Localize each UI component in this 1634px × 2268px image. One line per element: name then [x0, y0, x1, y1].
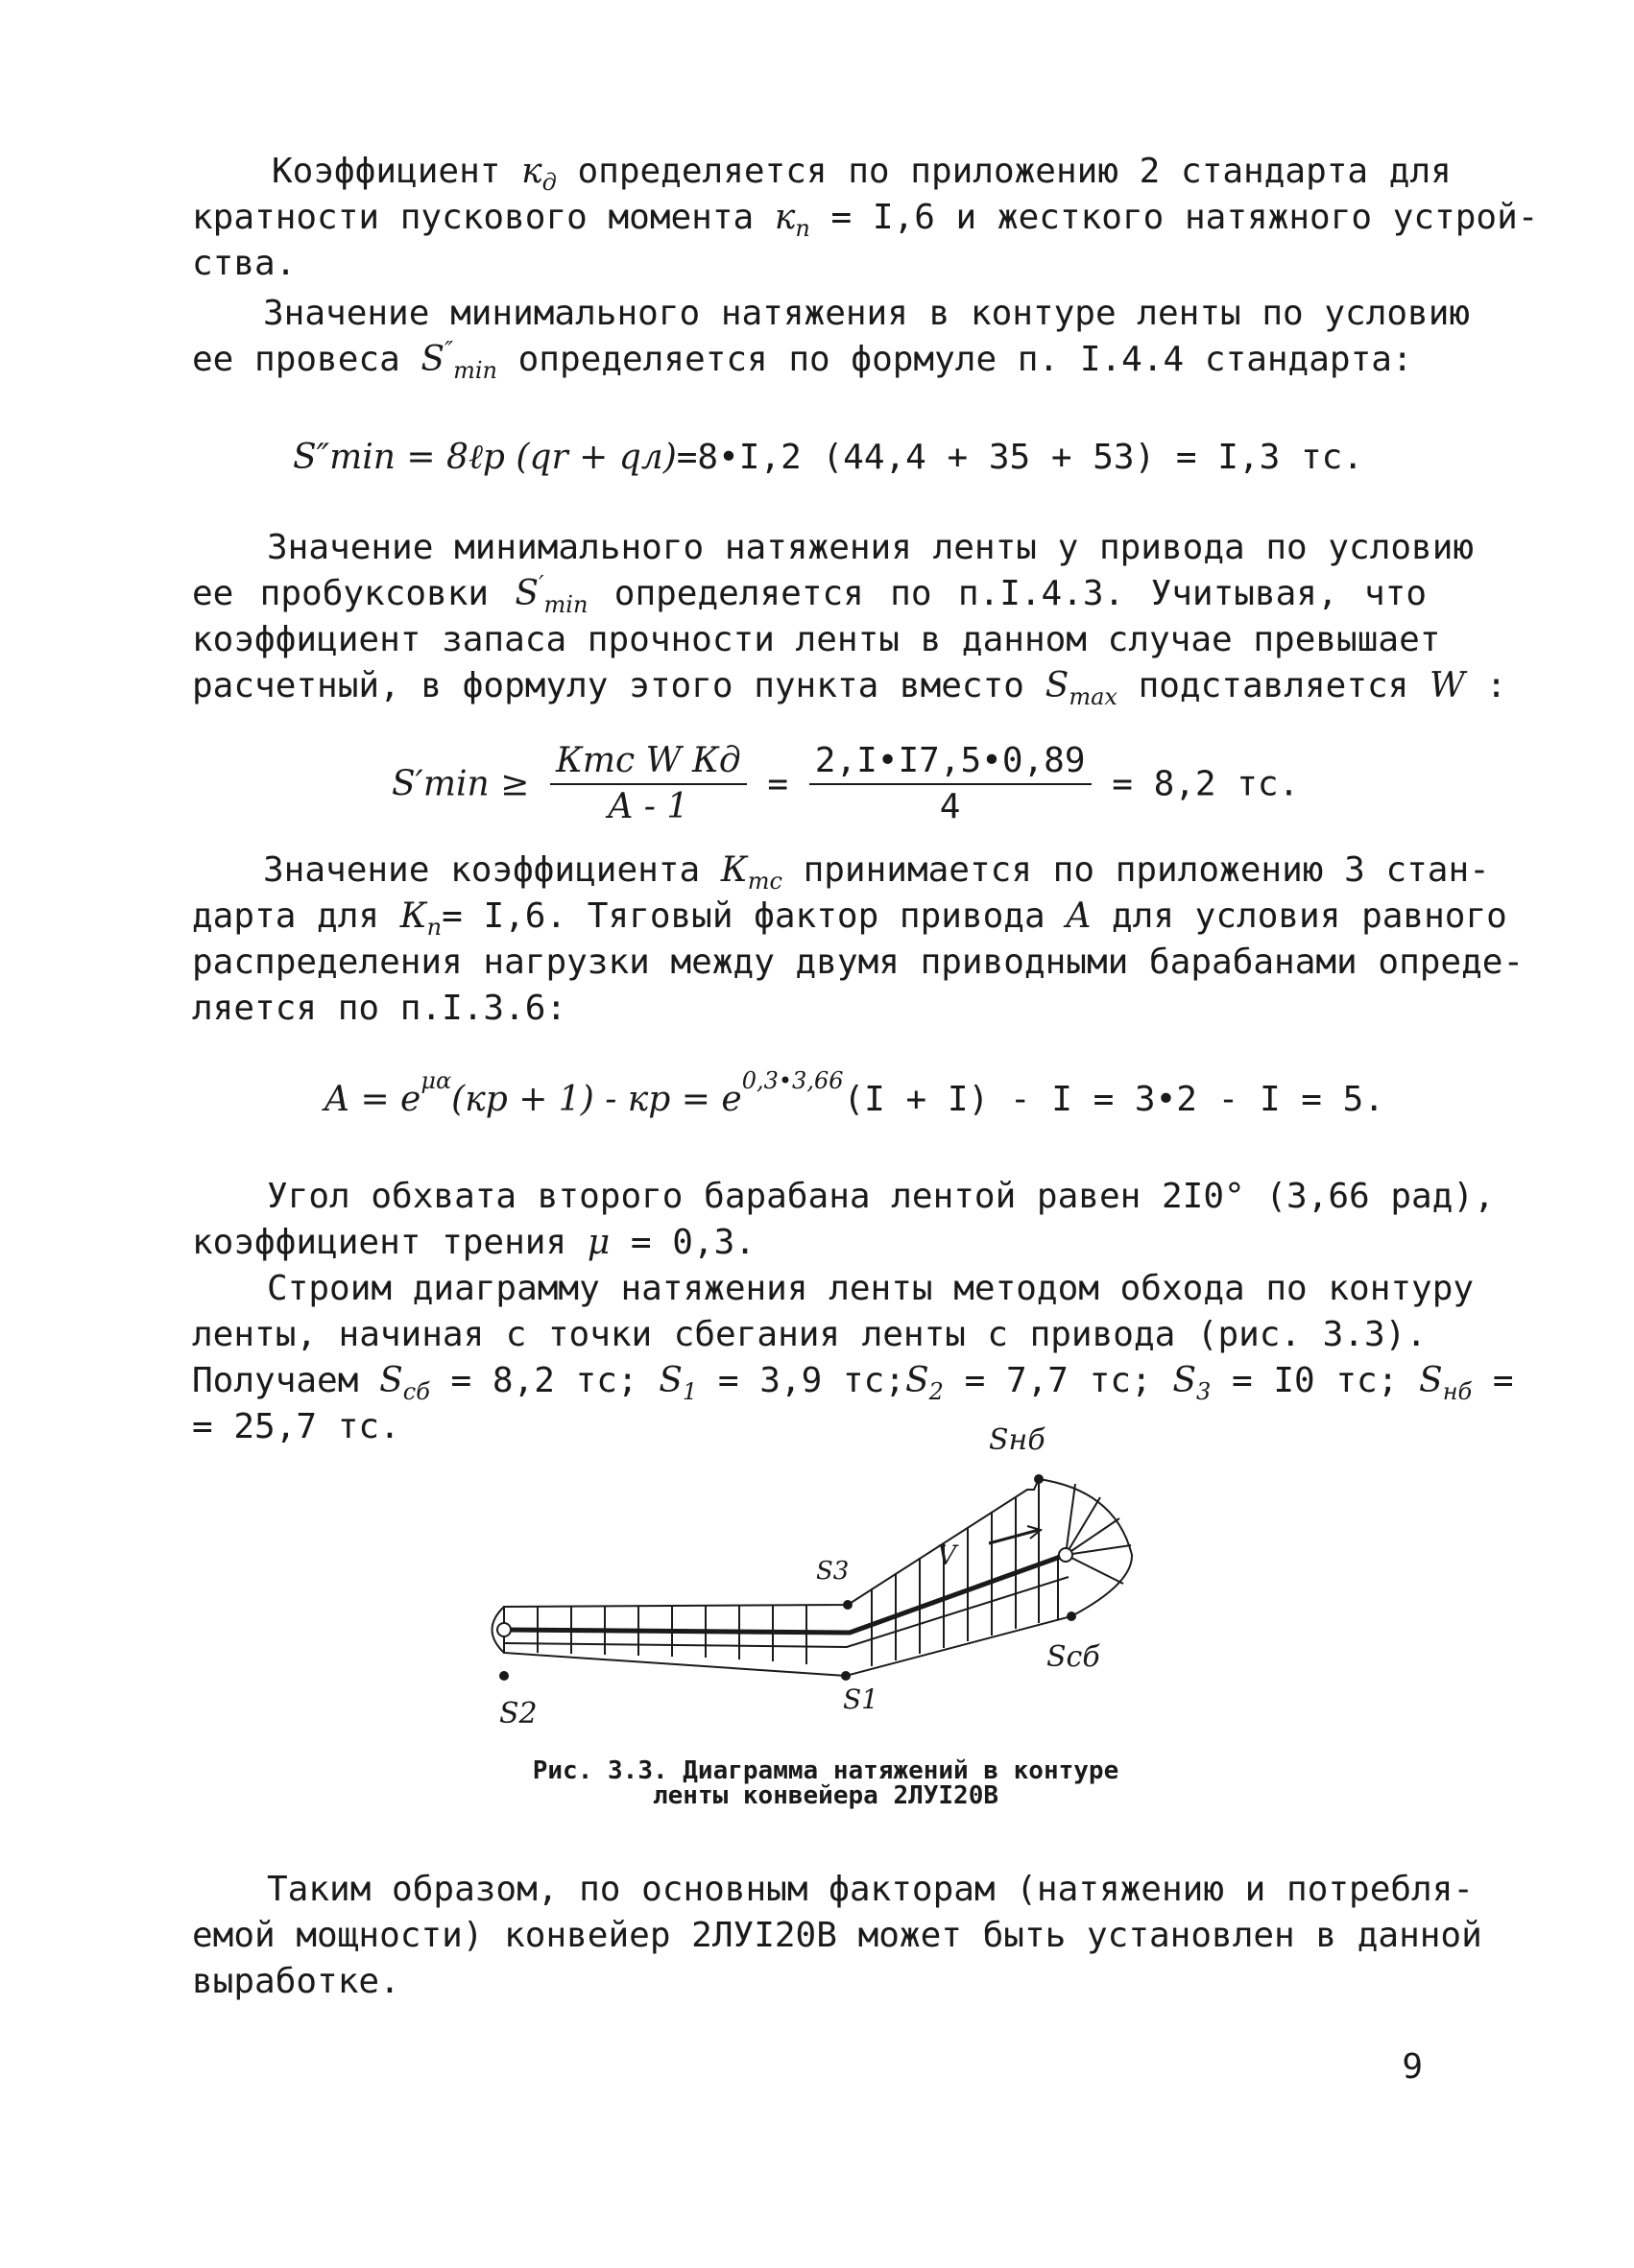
- figure-caption-line-1: Рис. 3.3. Диаграмма натяжений в контуре: [532, 1756, 1119, 1785]
- symbol-s-prime: S: [515, 574, 540, 613]
- symbol-s-prime-sub: min: [543, 591, 589, 619]
- paragraph-1-line-1: Коэффициент $к_д$ определяется по приложению 2 стандарта для: [272, 152, 1452, 197]
- symbol-kp-sub: п: [795, 215, 810, 243]
- point-s3: [843, 1600, 853, 1610]
- formula-traction-factor: [324, 1067, 1385, 1119]
- paragraph-4-line-1: Значение коэффициента $К_{тс}$ принимается по приложению 3 стан-: [263, 850, 1490, 895]
- paragraph-7-line-1: Таким образом, по основным факторам (натяжению и потребля-: [267, 1870, 1475, 1909]
- formula-2-numeric-numerator: 2,I•I7,5•0,89: [809, 739, 1092, 785]
- paragraph-3-line-3: коэффициент запаса прочности ленты в данном случае превышает: [192, 620, 1441, 659]
- formula-2-symbolic-numerator: Ктс W Кд: [550, 739, 747, 785]
- paragraph-4-line-4: ляется по п.I.3.6:: [192, 989, 567, 1028]
- symbol-smax: S: [1045, 666, 1069, 705]
- formula-2-symbolic-fraction: [550, 739, 747, 829]
- formula-3-rhs: (I + I) - I = 3•2 - I = 5.: [843, 1080, 1385, 1119]
- paragraph-5-line-1: Угол обхвата второго барабана лентой равен 2I0° (3,66 рад),: [267, 1177, 1495, 1216]
- formula-3-middle: (кр + 1) - кр = e: [451, 1080, 742, 1119]
- symbol-a: A: [1066, 896, 1092, 936]
- symbol-w: W: [1430, 666, 1466, 705]
- label-s-cb: Sсб: [1046, 1640, 1100, 1674]
- formula-2-rhs: = 8,2 тс.: [1112, 764, 1300, 804]
- paragraph-6-line-1: Строим диаграмму натяжения ленты методом обхода по контуру: [267, 1269, 1475, 1308]
- paragraph-1-line-3: ства.: [192, 244, 297, 283]
- formula-2-lhs: S′min ≥: [392, 764, 530, 804]
- paragraph-6-line-4: = 25,7 тс.: [192, 1407, 400, 1446]
- diagram-belt-line: [504, 1555, 1066, 1633]
- paragraph-6-line-3: Получаем $S_{сб} = 8,2$ тс; $S_1 = 3,9$ $тс;S_2 = 7,7$ тс; $S_3 = I0$ тс; $S_{нб}$ =: [192, 1361, 1514, 1406]
- symbol-smax-sub: max: [1069, 683, 1117, 711]
- formula-3-exp-2: 0,3•3,66: [741, 1067, 844, 1094]
- label-s2: S2: [499, 1697, 538, 1731]
- symbol-s2-sub: 2: [928, 1378, 944, 1406]
- symbol-k: к: [521, 152, 542, 191]
- symbol-snb-sub: нб: [1442, 1378, 1473, 1406]
- symbol-kts-sub: тс: [747, 868, 782, 895]
- paragraph-6-line-2: ленты, начиная с точки сбегания ленты с привода (рис. 3.3).: [192, 1315, 1427, 1354]
- symbol-kp-2: К: [399, 896, 427, 936]
- diagram-points: [499, 1474, 1076, 1681]
- paragraph-2-line-1: Значение минимального натяжения в контуре ленты по условию: [263, 294, 1471, 333]
- drive-drum-center: [1059, 1548, 1072, 1562]
- formula-2-symbolic-denominator: A - 1: [608, 787, 689, 826]
- point-s1: [841, 1671, 851, 1681]
- paragraph-5-line-2: коэффициент трения μ = 0,3.: [192, 1223, 756, 1262]
- diagram-hatching-right: [872, 1479, 1058, 1666]
- paragraph-3-line-4: расчетный, в формулу этого пункта вместо $S_{max}$ подставляется W :: [192, 666, 1507, 711]
- symbol-kp-2-sub: п: [426, 914, 443, 942]
- symbol-s-prime-sup: ′: [539, 571, 544, 598]
- symbol-s: S: [421, 340, 445, 379]
- paragraph-3-line-2: ее пробуксовки $S'_{min}$ определяется по п.I.4.3. Учитывая, что: [192, 571, 1427, 619]
- diagram-drum-radials: [1066, 1484, 1131, 1584]
- symbol-s1-sub: 1: [682, 1378, 698, 1406]
- page-number: 9: [1402, 2047, 1423, 2087]
- formula-2-numeric-denominator: 4: [939, 787, 961, 826]
- symbol-s-sup: ″: [445, 337, 454, 364]
- formula-2-equals: =: [767, 764, 789, 804]
- paragraph-1-line-2: кратности пускового момента $к_п = I,6$ и жесткого натяжного устрой-: [192, 198, 1539, 243]
- symbol-s3-sub: 3: [1196, 1378, 1212, 1406]
- paragraph-7-line-3: выработке.: [192, 1962, 400, 2001]
- formula-1-rhs: =8•I,2 (44,4 + 35 + 53) = I,3 тс.: [676, 438, 1363, 477]
- label-s3: S3: [816, 1557, 850, 1586]
- figure-caption: [413, 1758, 1238, 1808]
- point-snb: [1034, 1474, 1044, 1484]
- left-pulley-center: [497, 1623, 511, 1636]
- paragraph-2-line-2: ее провеса $S''_{min}$ определяется по формуле п. I.4.4 стандарта:: [192, 337, 1413, 385]
- paragraph-7-line-2: емой мощности) конвейер 2ЛУI20В может быть установлен в данной: [192, 1916, 1482, 1955]
- symbol-mu: μ: [587, 1223, 611, 1262]
- formula-2-numeric-fraction: [809, 739, 1092, 829]
- point-s2: [499, 1671, 509, 1681]
- label-s1: S1: [843, 1683, 878, 1715]
- symbol-s-sub: min: [453, 357, 497, 385]
- formula-3-exp-1: μα: [421, 1067, 452, 1094]
- formula-s-min-sag: [293, 437, 1363, 477]
- paragraph-4-line-3: распределения нагрузки между двумя приводными барабанами опреде-: [192, 943, 1525, 982]
- label-v: V: [937, 1540, 957, 1571]
- formula-3-lhs: A = e: [324, 1080, 421, 1119]
- paragraph-3-line-1: Значение минимального натяжения ленты у привода по условию: [267, 528, 1475, 567]
- symbol-kp: к: [774, 198, 796, 237]
- label-s-nb: Sнб: [989, 1423, 1045, 1457]
- paragraph-4-line-2: дарта для $К_п= I,6$. Тяговый фактор привода A для условия равного: [192, 896, 1507, 942]
- symbol-scb-sub: сб: [402, 1378, 430, 1406]
- diagram-hatching-left: [538, 1605, 806, 1664]
- diagram-mid-line: [504, 1577, 1069, 1647]
- formula-1-lhs: S″min = 8ℓp (qr + qл): [293, 438, 677, 477]
- point-scb: [1067, 1611, 1076, 1621]
- symbol-kts: К: [720, 850, 748, 890]
- formula-s-min-slip: [392, 739, 1299, 829]
- figure-caption-line-2: ленты конвейера 2ЛУI20В: [652, 1781, 999, 1810]
- symbol-k-sub: д: [541, 169, 557, 197]
- tension-diagram: [470, 1420, 1162, 1752]
